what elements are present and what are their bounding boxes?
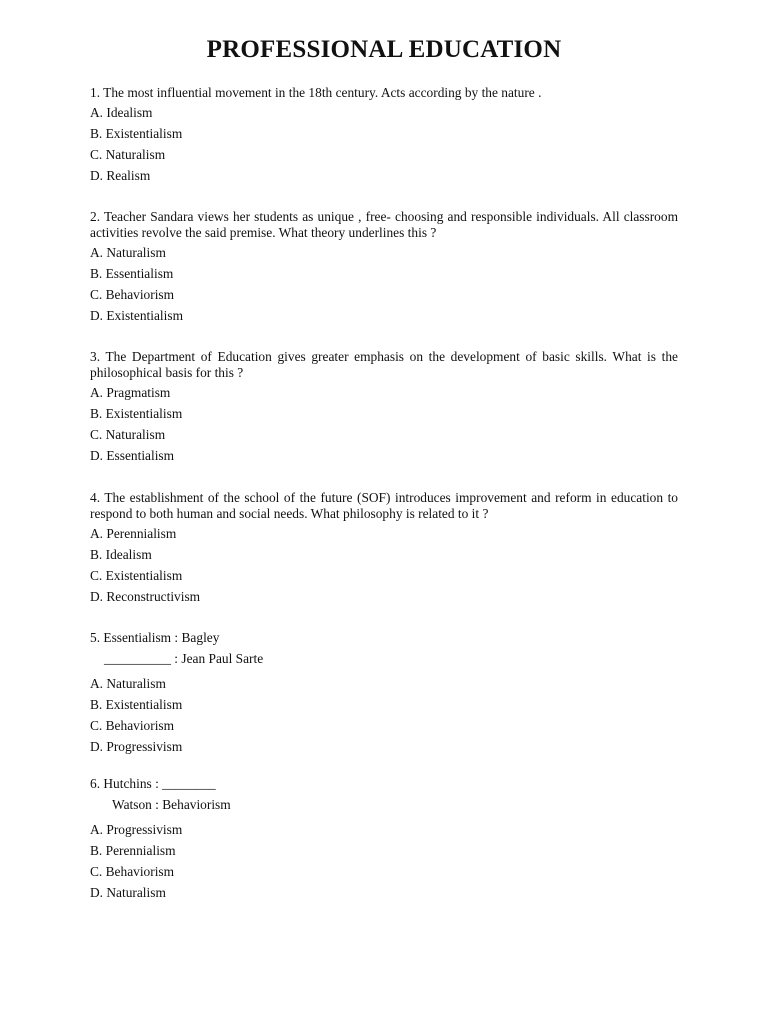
option-c: C. Behaviorism [90,864,175,879]
option-b: B. Idealism [90,547,152,562]
question-6 [90,776,678,906]
option-list [90,105,678,189]
option-b: B. Perennialism [90,843,176,858]
option-d: D. Essentialism [90,448,175,463]
question-stem: 2. Teacher Sandara views her students as unique , free- choosing and responsible individuals. All classroom activities revolve the said premise. What theory underlines this ? [90,209,678,240]
question-2 [90,209,678,329]
option-list [90,245,678,329]
option-a: A. Progressivism [90,822,183,837]
option-a: A. Idealism [90,105,153,120]
option-d: D. Existentialism [90,308,183,323]
page-title: PROFESSIONAL EDUCATION [206,36,562,63]
question-stem: 3. The Department of Education gives greater emphasis on the development of basic skills. What is the philosophical basis for this ? [90,349,678,380]
question-stem: 1. The most influential movement in the 18th century. Acts according by the nature . [90,85,542,100]
option-a: A. Perennialism [90,526,177,541]
question-stem: 6. Hutchins : ________ [90,776,216,791]
option-b: B. Existentialism [90,126,183,141]
option-c: C. Naturalism [90,147,166,162]
option-d: D. Realism [90,168,151,183]
analogy-line: Watson : Behaviorism [112,797,231,812]
option-a: A. Naturalism [90,676,166,691]
question-stem: 5. Essentialism : Bagley [90,630,220,645]
option-b: B. Essentialism [90,266,174,281]
option-c: C. Behaviorism [90,718,175,733]
option-a: A. Pragmatism [90,385,171,400]
question-4 [90,490,678,610]
option-c: C. Behaviorism [90,287,175,302]
option-d: D. Reconstructivism [90,589,201,604]
analogy-line: __________ : Jean Paul Sarte [104,651,264,666]
question-5 [90,630,678,760]
option-list [90,676,678,760]
option-c: C. Naturalism [90,427,166,442]
option-c: C. Existentialism [90,568,183,583]
option-list [90,526,678,610]
option-d: D. Naturalism [90,885,166,900]
option-list [90,822,678,906]
option-a: A. Naturalism [90,245,166,260]
question-3 [90,349,678,469]
option-d: D. Progressivism [90,739,183,754]
option-b: B. Existentialism [90,406,183,421]
option-list [90,385,678,469]
option-b: B. Existentialism [90,697,183,712]
question-stem: 4. The establishment of the school of the future (SOF) introduces improvement and reform in education to respond to both human and social needs. What philosophy is related to it ? [90,490,678,521]
question-1 [90,85,678,189]
